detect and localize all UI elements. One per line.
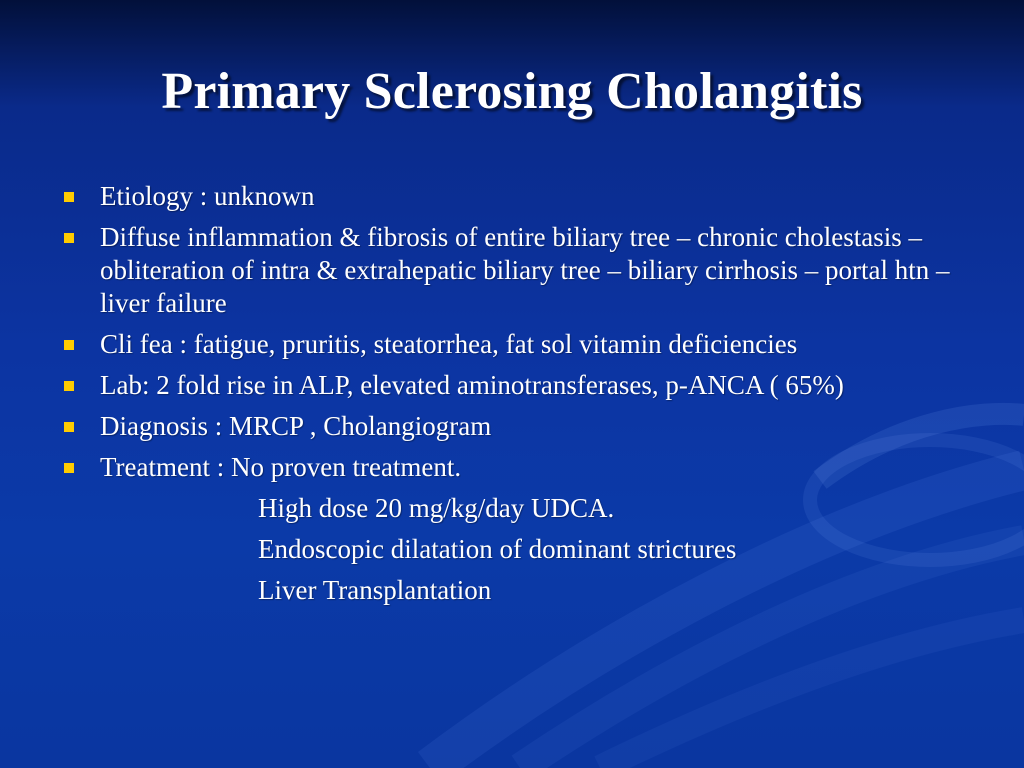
bullet-text: Lab: 2 fold rise in ALP, elevated aminotransferases, p-ANCA ( 65%)	[100, 370, 844, 400]
bullet-text: Diagnosis : MRCP , Cholangiogram	[100, 411, 492, 441]
bullet-text: Treatment : No proven treatment.	[100, 452, 462, 482]
treatment-line-udca: High dose 20 mg/kg/day UDCA.	[258, 493, 615, 523]
bullet-text: Etiology : unknown	[100, 181, 315, 211]
bullet-item-etiology	[60, 180, 960, 213]
bullet-list	[60, 180, 960, 615]
bullet-item-diagnosis	[60, 410, 960, 443]
square-bullet-icon	[64, 422, 74, 432]
bullet-item-pathology	[60, 221, 960, 320]
square-bullet-icon	[64, 192, 74, 202]
treatment-line-transplant: Liver Transplantation	[258, 575, 492, 605]
square-bullet-icon	[64, 340, 74, 350]
bullet-text: Diffuse inflammation & fibrosis of entire biliary tree – chronic cholestasis – obliteration of intra & extrahepatic biliary tree – biliary cirrhosis – portal htn – liver failure	[100, 222, 950, 318]
treatment-line-endoscopic: Endoscopic dilatation of dominant strictures	[258, 534, 737, 564]
square-bullet-icon	[64, 233, 74, 243]
bullet-text: Cli fea : fatigue, pruritis, steatorrhea, fat sol vitamin deficiencies	[100, 329, 798, 359]
bullet-item-lab	[60, 369, 960, 402]
slide-title: Primary Sclerosing Cholangitis	[161, 63, 863, 120]
bullet-item-clinical-features	[60, 328, 960, 361]
bullet-item-treatment	[60, 451, 960, 484]
square-bullet-icon	[64, 381, 74, 391]
square-bullet-icon	[64, 463, 74, 473]
